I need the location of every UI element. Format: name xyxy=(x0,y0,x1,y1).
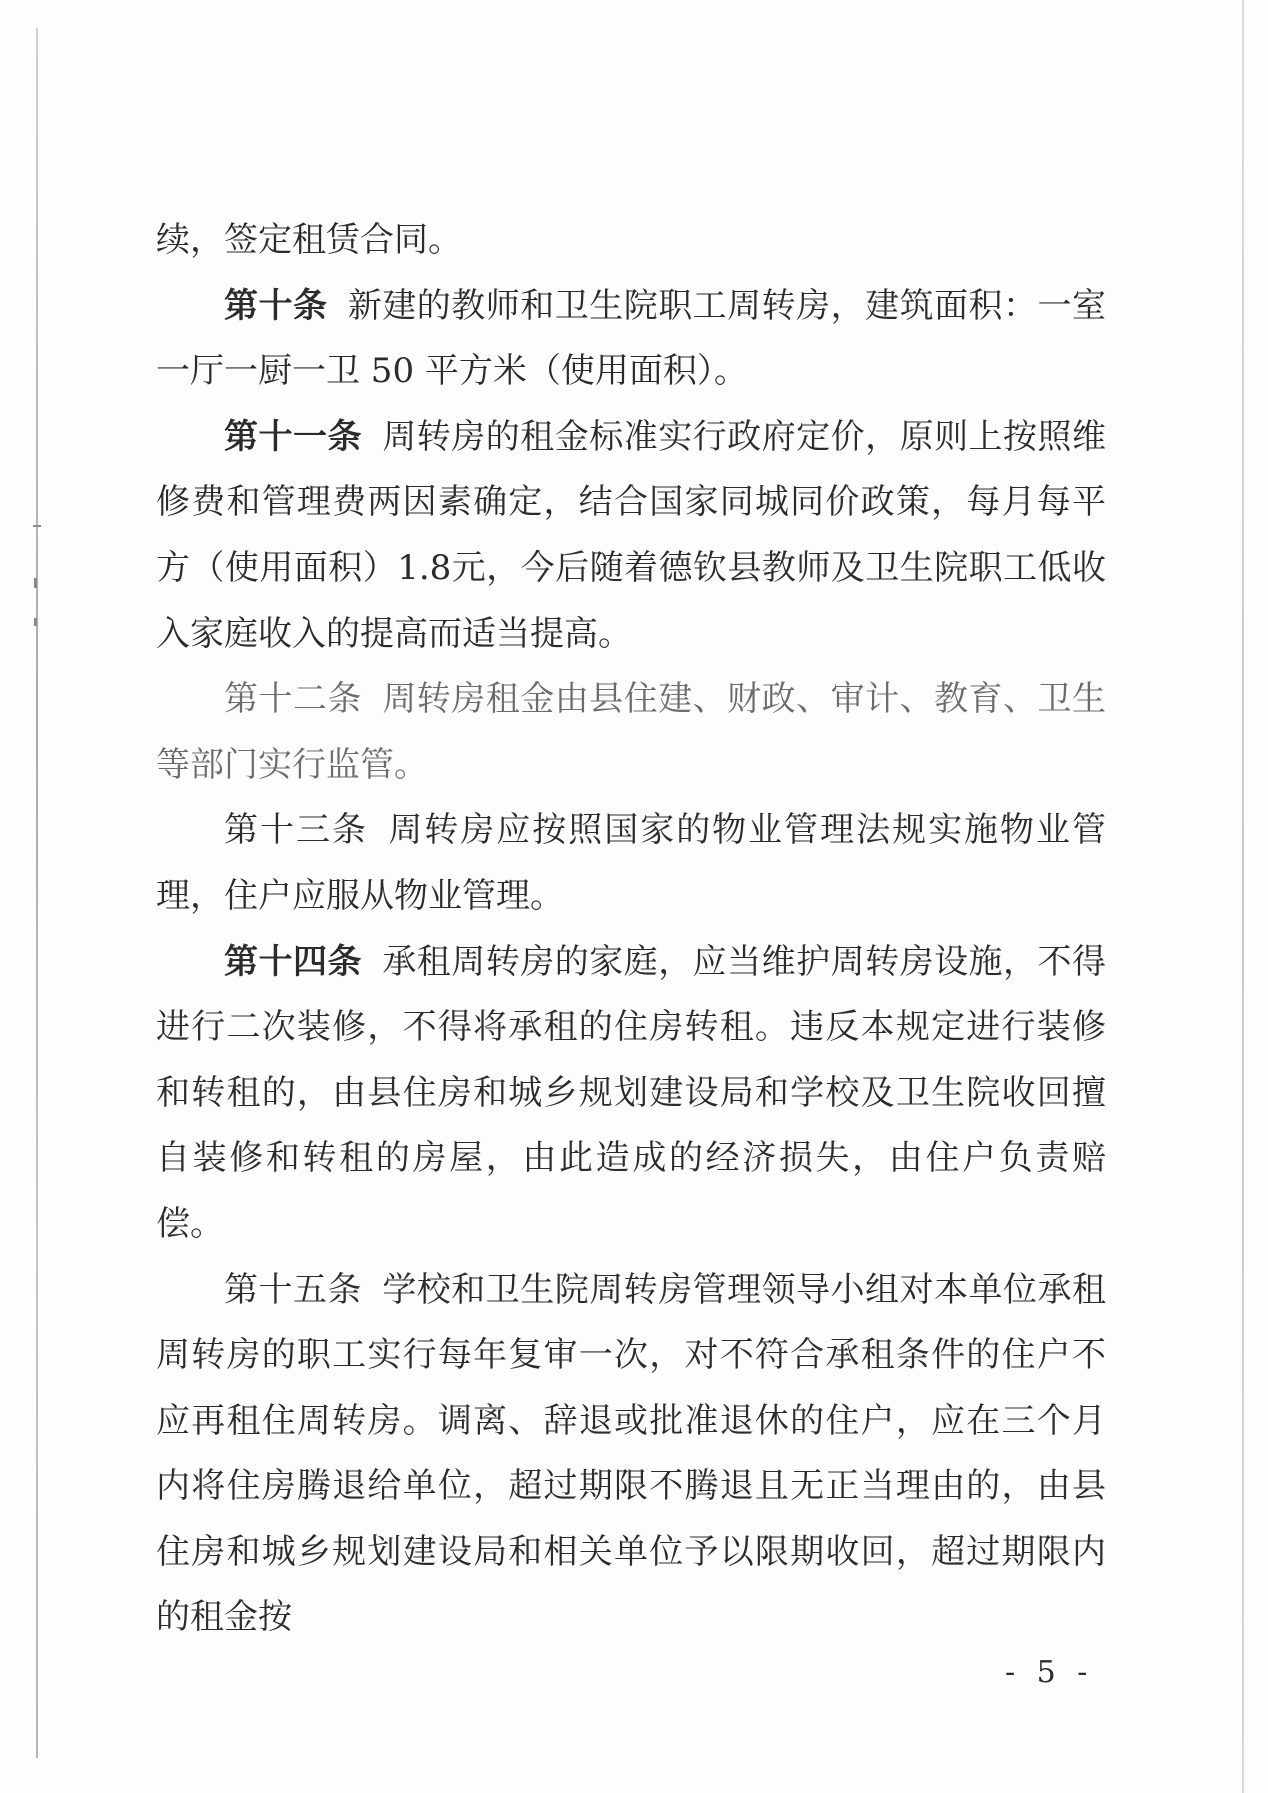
article-heading: 第十一条 xyxy=(224,416,362,457)
binding-mark xyxy=(34,618,37,626)
article-heading: 第十二条 xyxy=(224,679,362,720)
article-text: 周转房的租金标准实行政府定价，原则上按照维修费和管理费两因素确定，结合国家同城同价政策，每月每平方（使用面积）1.8元，今后随着德钦县教师及卫生院职工低收入家庭收入的提高而适当提高。 xyxy=(156,416,1107,654)
article-heading: 第十三条 xyxy=(224,810,368,851)
scan-edge-left xyxy=(36,28,38,1758)
article-12 xyxy=(156,667,1106,798)
article-13 xyxy=(156,798,1106,929)
article-text: 新建的教师和卫生院职工周转房，建筑面积：一室一厅一厨一卫 50 平方米（使用面积）。 xyxy=(156,285,1107,392)
article-11 xyxy=(156,405,1106,667)
paragraph-text: 续，签定租赁合同。 xyxy=(156,220,462,260)
article-text: 周转房应按照国家的物业管理法规实施物业管理，住户应服从物业管理。 xyxy=(156,810,1107,916)
article-heading: 第十条 xyxy=(224,285,328,326)
article-14 xyxy=(156,930,1106,1258)
scan-edge-right xyxy=(1242,0,1244,1793)
article-10 xyxy=(156,274,1106,405)
page-number: - 5 - xyxy=(1005,1655,1094,1690)
article-heading: 第十四条 xyxy=(224,941,362,982)
article-text: 学校和卫生院周转房管理领导小组对本单位承租周转房的职工实行每年复审一次，对不符合承租条件的住户不应再租住周转房。调离、辞退或批准退休的住户，应在三个月内将住房腾退给单位，超过期限不腾退且无正当理由的，由县住房和城乡规划建设局和相关单位予以限期收回，超过期限内的租金按 xyxy=(156,1269,1107,1638)
article-text: 周转房租金由县住建、财政、审计、教育、卫生等部门实行监管。 xyxy=(156,679,1107,785)
paragraph xyxy=(156,208,1106,274)
binding-mark xyxy=(34,578,37,588)
article-heading: 第十五条 xyxy=(224,1269,362,1310)
article-text: 承租周转房的家庭，应当维护周转房设施，不得进行二次装修，不得将承租的住房转租。违反本规定进行装修和转租的，由县住房和城乡规划建设局和学校及卫生院收回擅自装修和转租的房屋，由此造成的经济损失，由住户负责赔偿。 xyxy=(156,941,1107,1244)
body-text xyxy=(156,208,1106,1651)
article-15 xyxy=(156,1258,1106,1652)
binding-mark xyxy=(33,525,41,527)
